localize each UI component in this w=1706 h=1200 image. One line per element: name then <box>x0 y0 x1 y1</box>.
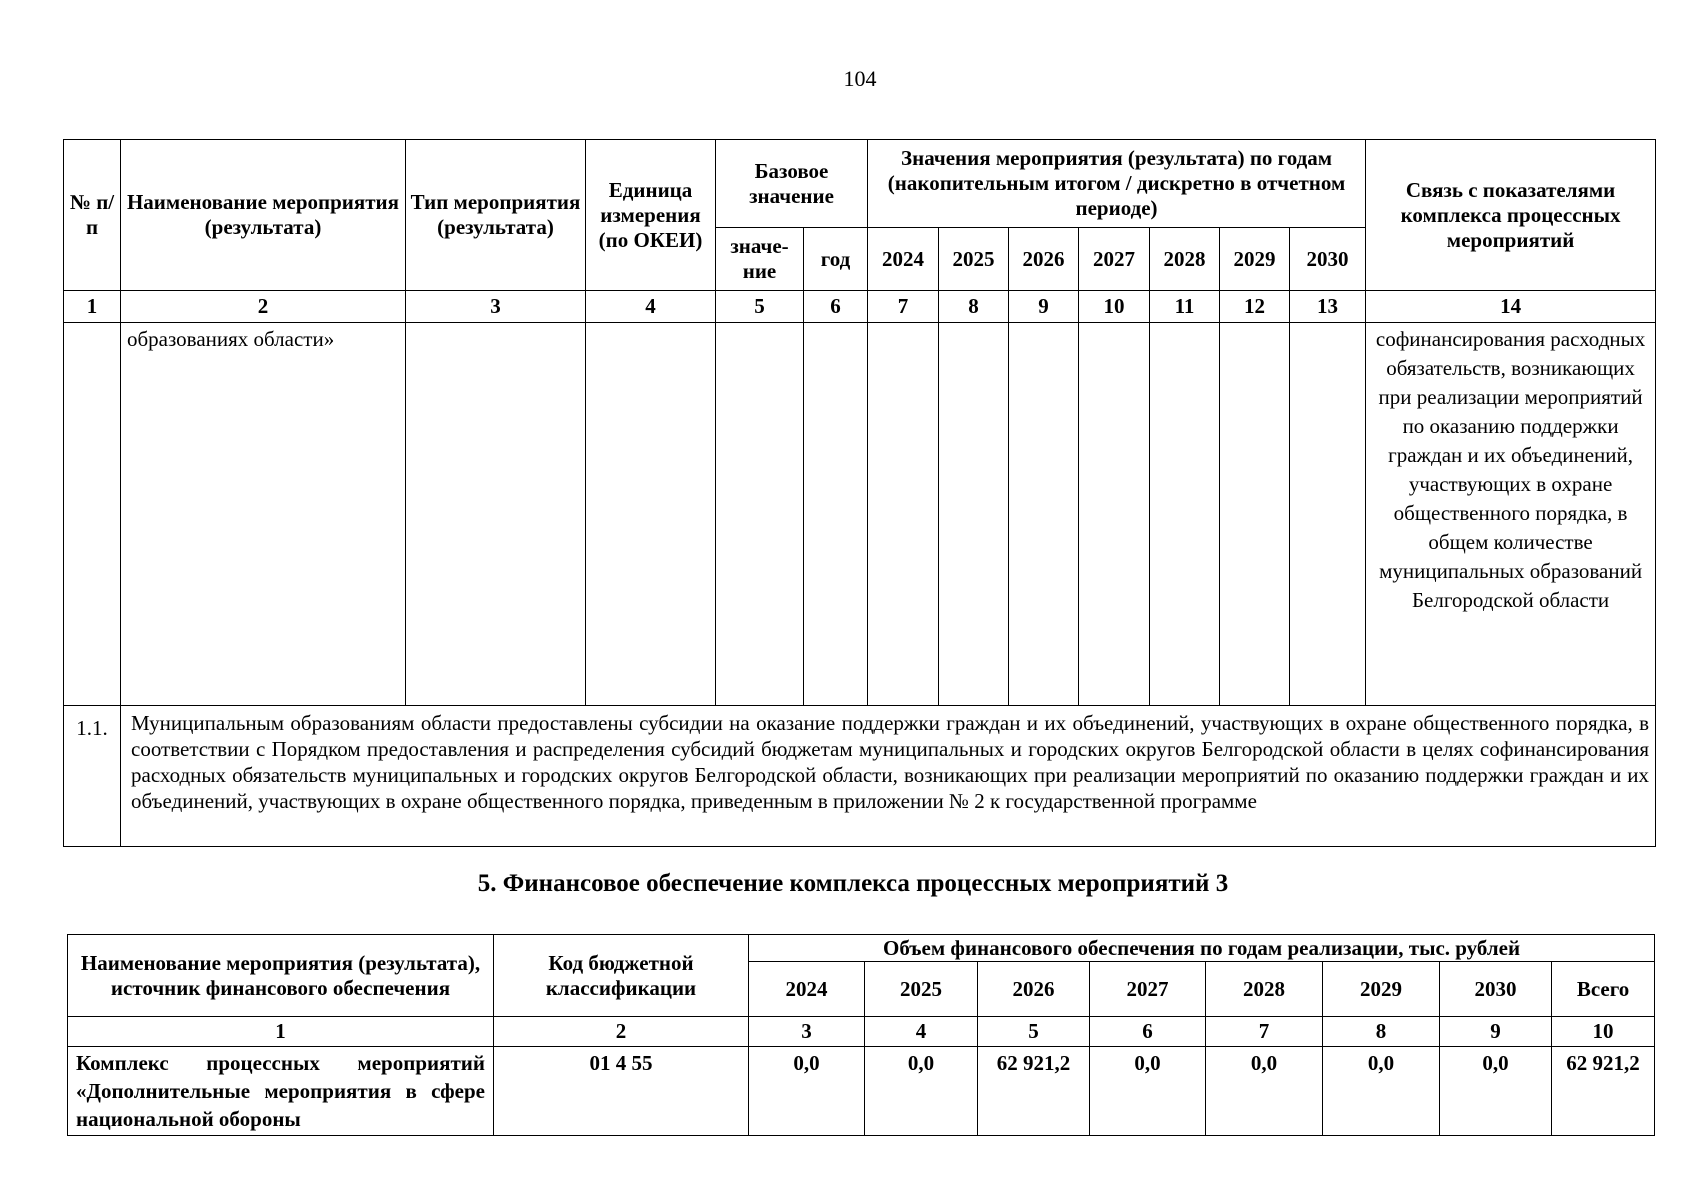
empty-cell <box>1009 323 1079 706</box>
empty-cell <box>1290 323 1366 706</box>
fin-budget-code: 01 4 55 <box>494 1047 749 1136</box>
header-type: Тип мероприятия (результата) <box>406 140 586 291</box>
empty-cell <box>1079 323 1150 706</box>
header-year: 2030 <box>1290 228 1366 291</box>
header-num: № п/п <box>64 140 121 291</box>
empty-cell <box>1220 323 1290 706</box>
empty-cell <box>64 323 121 706</box>
header-year: 2028 <box>1150 228 1220 291</box>
header-year: 2025 <box>939 228 1009 291</box>
empty-cell <box>1150 323 1220 706</box>
fin-value: 0,0 <box>1323 1047 1440 1136</box>
financing-table <box>67 934 1655 1136</box>
column-number: 3 <box>406 291 586 323</box>
column-number: 5 <box>978 1017 1090 1047</box>
activities-table <box>63 139 1656 847</box>
column-number: 5 <box>716 291 804 323</box>
column-number: 8 <box>939 291 1009 323</box>
fin-value: 0,0 <box>749 1047 865 1136</box>
empty-cell <box>586 323 716 706</box>
header-year: 2024 <box>868 228 939 291</box>
empty-cell <box>716 323 804 706</box>
item-description: Муниципальным образованиям области предоставлены субсидии на оказание поддержки граждан и их объединений, участвующих в охране общественного порядка, в соответствии с Порядком предоставления и распределения субсидий бюджетам муниципальных и городских округов Белгородской области в целях софинансирования расходных обязательств муниципальных и городских округов Белгородской области, возникающих при реализации мероприятий по оказанию поддержки граждан и их объединений, участвующих в охране общественного порядка, приведенным в приложении № 2 к государственной программе <box>121 706 1656 847</box>
column-number: 2 <box>494 1017 749 1047</box>
header-values: Значения мероприятия (результата) по годам (накопительным итогом / дискретно в отчетном периоде) <box>868 140 1366 228</box>
header-link: Связь с показателями комплекса процессных мероприятий <box>1366 140 1656 291</box>
column-number: 14 <box>1366 291 1656 323</box>
fin-header-volume: Объем финансового обеспечения по годам реализации, тыс. рублей <box>749 935 1655 962</box>
header-year: 2027 <box>1079 228 1150 291</box>
column-number: 1 <box>64 291 121 323</box>
header-year: 2026 <box>1009 228 1079 291</box>
fin-header-year: 2027 <box>1090 962 1206 1017</box>
activity-name-continuation: образованиях области» <box>121 323 406 706</box>
column-number: 6 <box>804 291 868 323</box>
column-number: 1 <box>68 1017 494 1047</box>
column-number: 11 <box>1150 291 1220 323</box>
column-number: 8 <box>1323 1017 1440 1047</box>
fin-header-year: 2029 <box>1323 962 1440 1017</box>
fin-value: 0,0 <box>1090 1047 1206 1136</box>
header-base-year: год <box>804 228 868 291</box>
column-number: 13 <box>1290 291 1366 323</box>
fin-total: 62 921,2 <box>1552 1047 1655 1136</box>
fin-data-row <box>68 1047 1655 1136</box>
header-year: 2029 <box>1220 228 1290 291</box>
fin-value: 0,0 <box>865 1047 978 1136</box>
fin-activity-name: Комплекс процессных мероприятий «Дополнительные мероприятия в сфере национальной обороны <box>68 1047 494 1136</box>
header-unit: Единица измерения (по ОКЕИ) <box>586 140 716 291</box>
header-name: Наименование мероприятия (результата) <box>121 140 406 291</box>
empty-cell <box>804 323 868 706</box>
item-number: 1.1. <box>64 706 121 847</box>
column-number: 2 <box>121 291 406 323</box>
fin-column-numbers-row <box>68 1017 1655 1047</box>
column-number: 4 <box>586 291 716 323</box>
column-number: 9 <box>1440 1017 1552 1047</box>
empty-cell <box>868 323 939 706</box>
item-row <box>64 706 1656 847</box>
fin-header-year: 2030 <box>1440 962 1552 1017</box>
column-number: 6 <box>1090 1017 1206 1047</box>
column-number: 3 <box>749 1017 865 1047</box>
page-number: 104 <box>843 66 877 91</box>
column-number: 7 <box>868 291 939 323</box>
fin-header-year: 2028 <box>1206 962 1323 1017</box>
fin-header-year: 2026 <box>978 962 1090 1017</box>
header-base-value: значе-ние <box>716 228 804 291</box>
fin-header-total: Всего <box>1552 962 1655 1017</box>
column-number: 7 <box>1206 1017 1323 1047</box>
fin-header-year: 2025 <box>865 962 978 1017</box>
column-numbers-row <box>64 291 1656 323</box>
fin-value: 0,0 <box>1440 1047 1552 1136</box>
column-number: 12 <box>1220 291 1290 323</box>
header-base: Базовое значение <box>716 140 868 228</box>
continuation-row <box>64 323 1656 706</box>
fin-header-code: Код бюджетной классификации <box>494 935 749 1017</box>
indicator-link-continuation: софинансирования расходных обязательств, возникающих при реализации мероприятий по оказанию поддержки граждан и их объединений, участвующих в охране общественного порядка, в общем количестве муниципальных образований Белгородской области <box>1366 323 1656 706</box>
fin-value: 0,0 <box>1206 1047 1323 1136</box>
column-number: 4 <box>865 1017 978 1047</box>
column-number: 10 <box>1552 1017 1655 1047</box>
column-number: 9 <box>1009 291 1079 323</box>
empty-cell <box>406 323 586 706</box>
section-heading: 5. Финансовое обеспечение комплекса процессных мероприятий 3 <box>477 870 1229 897</box>
fin-header-name: Наименование мероприятия (результата), источник финансового обеспечения <box>68 935 494 1017</box>
fin-header-year: 2024 <box>749 962 865 1017</box>
column-number: 10 <box>1079 291 1150 323</box>
empty-cell <box>939 323 1009 706</box>
fin-value: 62 921,2 <box>978 1047 1090 1136</box>
